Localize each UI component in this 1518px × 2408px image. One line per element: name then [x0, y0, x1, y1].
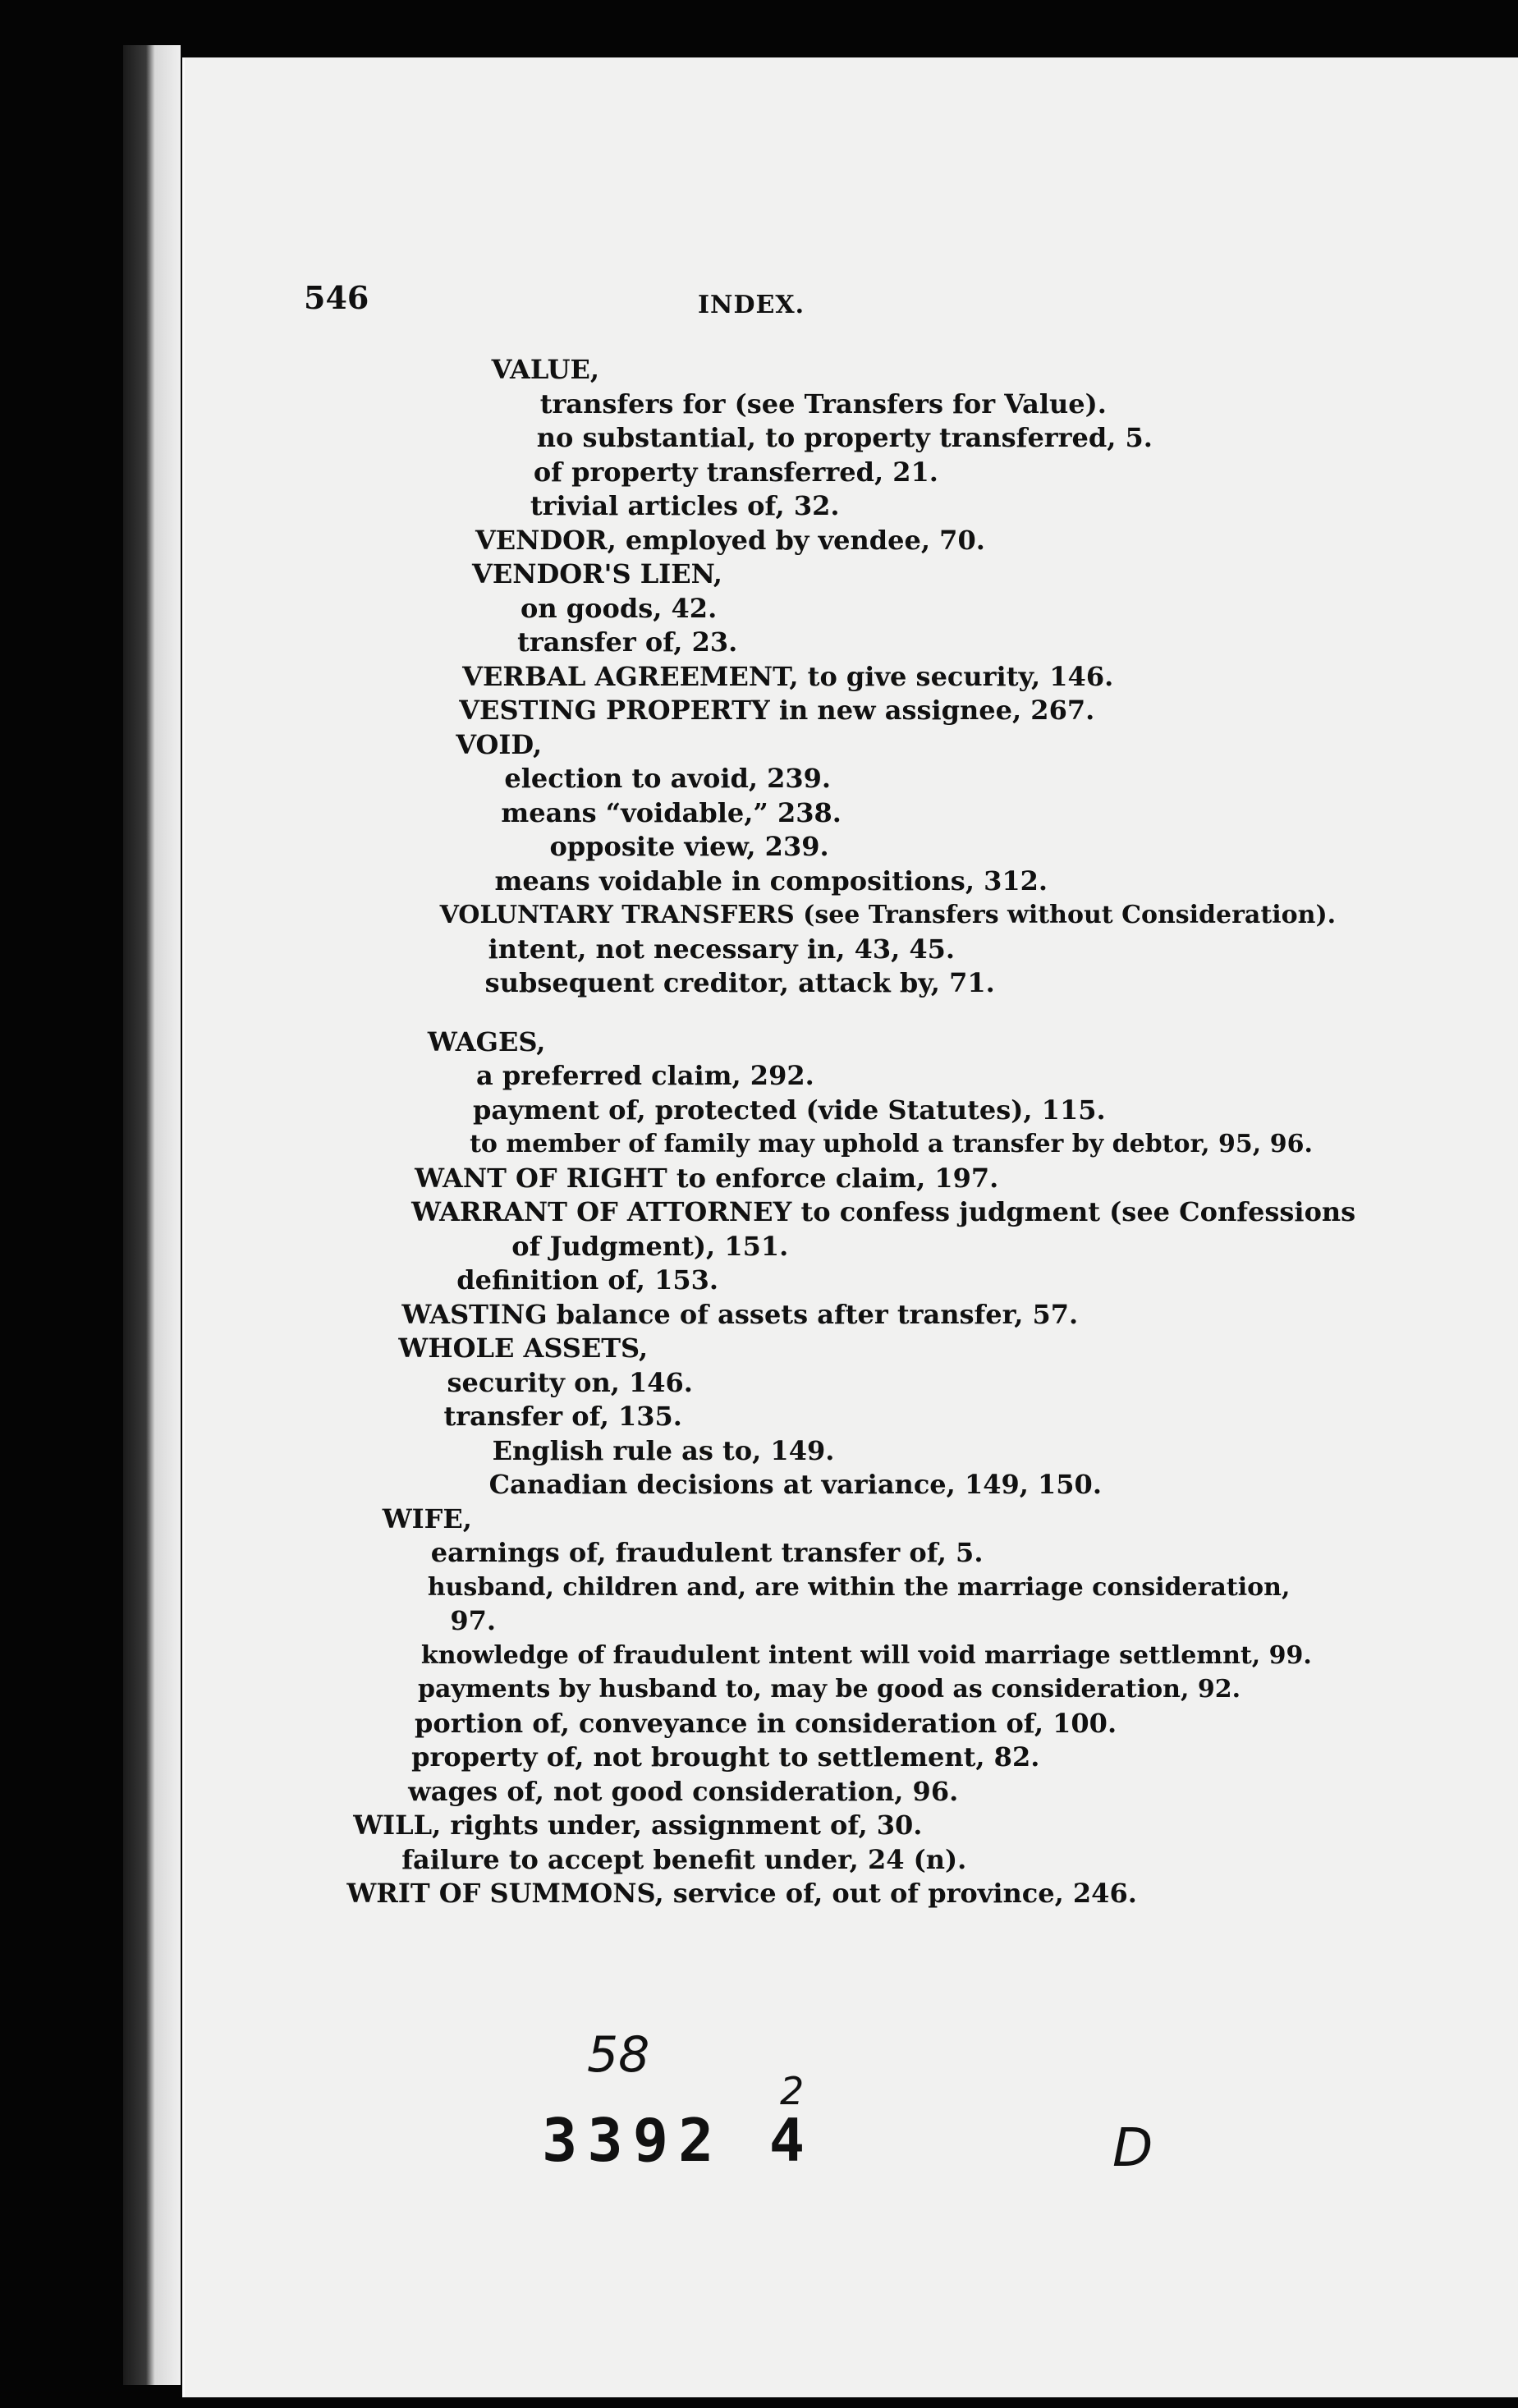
- index-entry: VENDOR'S LIEN,: [471, 558, 722, 589]
- index-entry: on goods, 42.: [521, 592, 718, 624]
- index-entry: definition of, 153.: [456, 1264, 719, 1296]
- index-entry: knowledge of fraudulent intent will void marriage settlemnt, 99.: [420, 1640, 1312, 1670]
- index-entry: wages of, not good consideration, 96.: [408, 1775, 959, 1807]
- superscript-mark: 2: [780, 2069, 805, 2113]
- index-entry: transfers for (see Transfers for Value).: [539, 388, 1107, 420]
- index-entry: English rule as to, 149.: [492, 1434, 835, 1466]
- index-entry: WHOLE ASSETS,: [398, 1332, 649, 1364]
- index-entry: means “voidable,” 238.: [501, 796, 842, 828]
- index-entry: Canadian decisions at variance, 149, 150.: [488, 1469, 1102, 1500]
- running-head: INDEX.: [698, 291, 805, 319]
- index-entry: earnings of, fraudulent transfer of, 5.: [430, 1537, 984, 1568]
- index-entry: failure to accept benefit under, 24 (n).: [401, 1843, 967, 1875]
- book-spine-edge: [123, 45, 181, 2385]
- stamp-number: 3392 4: [542, 2106, 815, 2175]
- index-entry: a preferred claim, 292.: [475, 1060, 814, 1091]
- index-entry: subsequent creditor, attack by, 71.: [484, 967, 995, 998]
- index-entry: VENDOR, employed by vendee, 70.: [475, 524, 985, 556]
- index-entry: of property transferred, 21.: [533, 456, 938, 488]
- index-entry: intent, not necessary in, 43, 45.: [488, 933, 956, 965]
- index-entry: no substantial, to property transferred, 5.: [536, 422, 1153, 453]
- index-entry: husband, children and, are within the marriage consideration,: [427, 1572, 1291, 1602]
- index-entry: opposite view, 239.: [549, 831, 829, 862]
- index-entry: payment of, protected (vide Statutes), 115.: [473, 1094, 1106, 1126]
- index-entry: election to avoid, 239.: [504, 763, 832, 794]
- index-entry: WRIT OF SUMMONS, service of, out of province, 246.: [346, 1878, 1137, 1909]
- page-header: [304, 279, 1125, 328]
- index-entry: trivial articles of, 32.: [530, 490, 840, 521]
- index-entry: of Judgment), 151.: [511, 1230, 789, 1262]
- index-entry: VERBAL AGREEMENT, to give security, 146.: [462, 660, 1114, 692]
- index-entry: VESTING PROPERTY in new assignee, 267.: [459, 695, 1095, 726]
- index-entry: transfer of, 135.: [443, 1401, 682, 1432]
- index-entry: VALUE,: [491, 354, 599, 385]
- page-number: 546: [304, 279, 369, 316]
- index-entry: means voidable in compositions, 312.: [494, 865, 1048, 897]
- index-entry: 97.: [450, 1605, 497, 1636]
- pencil-number: 58: [587, 2026, 650, 2084]
- index-entry: WIFE,: [382, 1502, 472, 1534]
- index-entry: WILL, rights under, assignment of, 30.: [353, 1809, 923, 1841]
- index-entry: security on, 146.: [447, 1366, 693, 1398]
- index-entry: payments by husband to, may be good as consideration, 92.: [417, 1675, 1241, 1704]
- index-entry: transfer of, 23.: [517, 626, 738, 658]
- index-entry: WAGES,: [427, 1025, 546, 1057]
- index-entry: portion of, conveyance in consideration of, 100.: [415, 1707, 1117, 1739]
- index-entry: to member of family may uphold a transfer by debtor, 95, 96.: [470, 1130, 1313, 1158]
- index-entry: VOLUNTARY TRANSFERS (see Transfers without Consideration).: [439, 901, 1337, 929]
- right-pencil-mark: D: [1112, 2118, 1153, 2179]
- index-entry: VOID,: [456, 728, 543, 760]
- index-entry: WANT OF RIGHT to enforce claim, 197.: [415, 1162, 999, 1194]
- index-entry: property of, not brought to settlement, 82.: [411, 1741, 1040, 1773]
- index-entry: WARRANT OF ATTORNEY to confess judgment (see Confessions: [411, 1196, 1356, 1227]
- index-entry: WASTING balance of assets after transfer, 57.: [401, 1298, 1079, 1330]
